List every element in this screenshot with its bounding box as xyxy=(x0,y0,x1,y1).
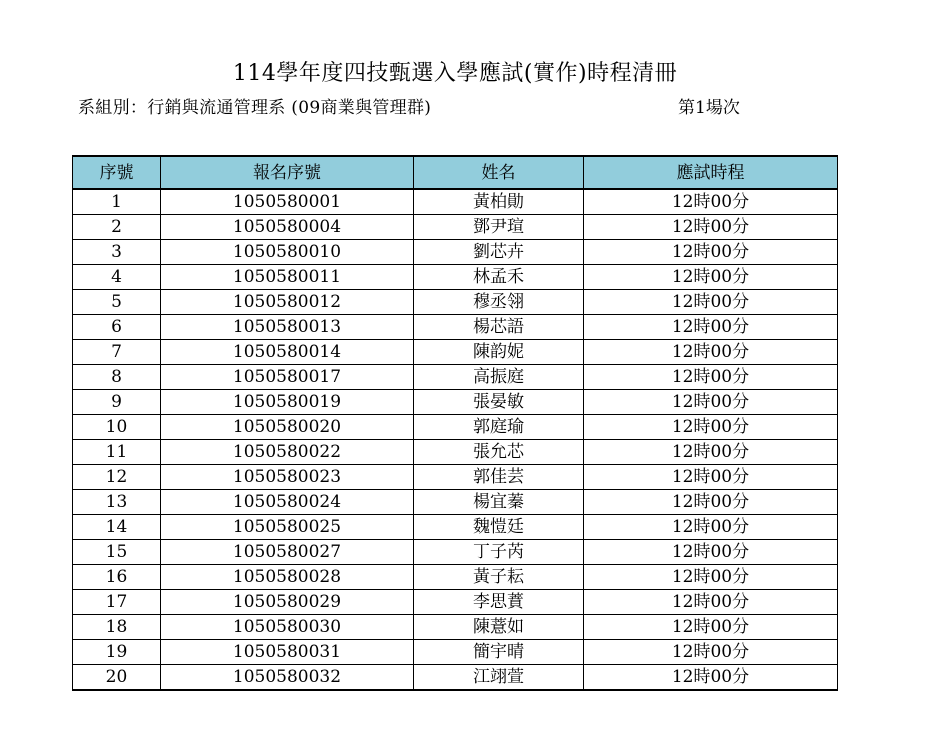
cell-reg-no: 1050580027 xyxy=(161,540,414,565)
table-row xyxy=(73,515,838,540)
cell-reg-no: 1050580025 xyxy=(161,515,414,540)
cell-exam-time: 12時00分 xyxy=(584,240,838,265)
cell-reg-no: 1050580010 xyxy=(161,240,414,265)
cell-name: 江翊萱 xyxy=(414,665,584,691)
cell-seq: 18 xyxy=(73,615,161,640)
cell-reg-no: 1050580022 xyxy=(161,440,414,465)
table-row xyxy=(73,265,838,290)
table-row xyxy=(73,540,838,565)
document-title: 114學年度四技甄選入學應試(實作)時程清冊 xyxy=(232,61,678,86)
cell-seq: 6 xyxy=(73,315,161,340)
session-label: 第1場次 xyxy=(678,98,740,118)
cell-exam-time: 12時00分 xyxy=(584,340,838,365)
cell-name: 鄧尹瑄 xyxy=(414,215,584,240)
cell-name: 高振庭 xyxy=(414,365,584,390)
table-row xyxy=(73,240,838,265)
cell-reg-no: 1050580031 xyxy=(161,640,414,665)
header-seq: 序號 xyxy=(73,156,161,189)
cell-reg-no: 1050580011 xyxy=(161,265,414,290)
cell-name: 劉芯卉 xyxy=(414,240,584,265)
cell-reg-no: 1050580012 xyxy=(161,290,414,315)
cell-seq: 10 xyxy=(73,415,161,440)
table-row xyxy=(73,189,838,215)
table-header-row xyxy=(73,156,838,189)
cell-exam-time: 12時00分 xyxy=(584,640,838,665)
table-row xyxy=(73,340,838,365)
cell-exam-time: 12時00分 xyxy=(584,415,838,440)
cell-seq: 15 xyxy=(73,540,161,565)
cell-reg-no: 1050580004 xyxy=(161,215,414,240)
header-exam-time: 應試時程 xyxy=(584,156,838,189)
cell-name: 張晏敏 xyxy=(414,390,584,415)
cell-name: 黃柏勛 xyxy=(414,189,584,215)
cell-name: 陳薏如 xyxy=(414,615,584,640)
cell-reg-no: 1050580020 xyxy=(161,415,414,440)
cell-name: 林孟禾 xyxy=(414,265,584,290)
cell-seq: 19 xyxy=(73,640,161,665)
cell-seq: 20 xyxy=(73,665,161,691)
department-line: 系組別：行銷與流通管理系 (09商業與管理群) xyxy=(78,98,432,118)
header-reg-no: 報名序號 xyxy=(161,156,414,189)
cell-name: 穆丞翎 xyxy=(414,290,584,315)
table-row xyxy=(73,465,838,490)
table-row xyxy=(73,565,838,590)
cell-seq: 1 xyxy=(73,189,161,215)
cell-seq: 14 xyxy=(73,515,161,540)
header-name: 姓名 xyxy=(414,156,584,189)
cell-reg-no: 1050580017 xyxy=(161,365,414,390)
cell-seq: 8 xyxy=(73,365,161,390)
cell-exam-time: 12時00分 xyxy=(584,615,838,640)
cell-exam-time: 12時00分 xyxy=(584,490,838,515)
cell-reg-no: 1050580030 xyxy=(161,615,414,640)
cell-name: 簡宇晴 xyxy=(414,640,584,665)
table-row xyxy=(73,440,838,465)
cell-name: 張允芯 xyxy=(414,440,584,465)
cell-exam-time: 12時00分 xyxy=(584,515,838,540)
cell-seq: 2 xyxy=(73,215,161,240)
cell-exam-time: 12時00分 xyxy=(584,590,838,615)
cell-name: 郭佳芸 xyxy=(414,465,584,490)
table-row xyxy=(73,290,838,315)
table-row xyxy=(73,640,838,665)
cell-exam-time: 12時00分 xyxy=(584,665,838,691)
cell-seq: 11 xyxy=(73,440,161,465)
cell-seq: 7 xyxy=(73,340,161,365)
cell-exam-time: 12時00分 xyxy=(584,365,838,390)
cell-seq: 3 xyxy=(73,240,161,265)
table-row xyxy=(73,490,838,515)
cell-reg-no: 1050580024 xyxy=(161,490,414,515)
cell-exam-time: 12時00分 xyxy=(584,540,838,565)
table-row xyxy=(73,415,838,440)
table-row xyxy=(73,315,838,340)
cell-seq: 5 xyxy=(73,290,161,315)
cell-name: 楊宜蓁 xyxy=(414,490,584,515)
table-row xyxy=(73,390,838,415)
cell-seq: 16 xyxy=(73,565,161,590)
table-row xyxy=(73,665,838,691)
cell-exam-time: 12時00分 xyxy=(584,565,838,590)
table-row xyxy=(73,590,838,615)
cell-exam-time: 12時00分 xyxy=(584,265,838,290)
cell-exam-time: 12時00分 xyxy=(584,189,838,215)
table-row xyxy=(73,215,838,240)
cell-name: 郭庭瑜 xyxy=(414,415,584,440)
cell-reg-no: 1050580013 xyxy=(161,315,414,340)
cell-seq: 17 xyxy=(73,590,161,615)
cell-exam-time: 12時00分 xyxy=(584,390,838,415)
cell-exam-time: 12時00分 xyxy=(584,290,838,315)
cell-name: 丁子芮 xyxy=(414,540,584,565)
cell-reg-no: 1050580014 xyxy=(161,340,414,365)
cell-seq: 4 xyxy=(73,265,161,290)
cell-exam-time: 12時00分 xyxy=(584,465,838,490)
cell-exam-time: 12時00分 xyxy=(584,440,838,465)
cell-exam-time: 12時00分 xyxy=(584,215,838,240)
exam-schedule-table xyxy=(72,155,838,691)
cell-seq: 12 xyxy=(73,465,161,490)
cell-seq: 13 xyxy=(73,490,161,515)
cell-seq: 9 xyxy=(73,390,161,415)
cell-name: 李思蕡 xyxy=(414,590,584,615)
cell-name: 楊芯語 xyxy=(414,315,584,340)
cell-reg-no: 1050580023 xyxy=(161,465,414,490)
cell-name: 黃子耘 xyxy=(414,565,584,590)
cell-reg-no: 1050580019 xyxy=(161,390,414,415)
table-row xyxy=(73,615,838,640)
cell-exam-time: 12時00分 xyxy=(584,315,838,340)
cell-name: 陳韵妮 xyxy=(414,340,584,365)
cell-reg-no: 1050580028 xyxy=(161,565,414,590)
cell-name: 魏愷廷 xyxy=(414,515,584,540)
cell-reg-no: 1050580001 xyxy=(161,189,414,215)
cell-reg-no: 1050580029 xyxy=(161,590,414,615)
cell-reg-no: 1050580032 xyxy=(161,665,414,691)
table-row xyxy=(73,365,838,390)
